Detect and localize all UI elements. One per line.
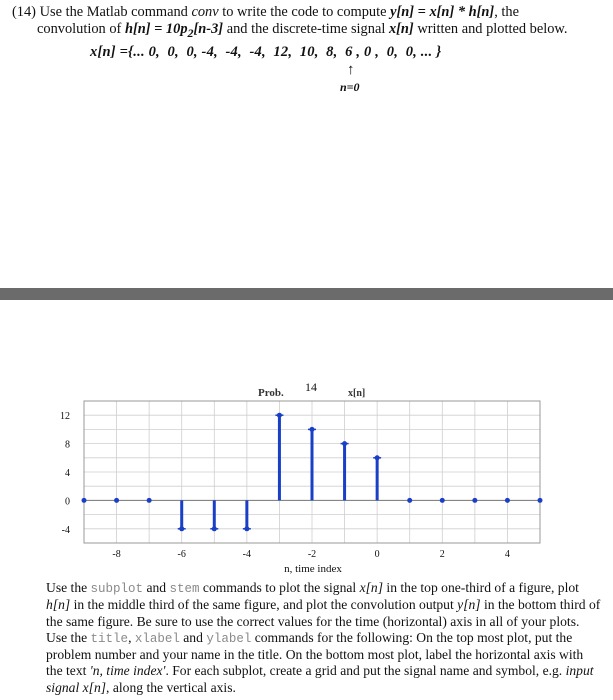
stem-point [114, 498, 119, 503]
title-suffix: x[n] [348, 388, 366, 399]
stem-point [244, 526, 249, 531]
y-tick-label: 12 [60, 411, 70, 423]
stem-mark [82, 498, 87, 503]
stem-point [440, 498, 445, 503]
stem-point [538, 498, 543, 503]
title-prefix: Prob. [258, 387, 284, 399]
signal-sequence: x[n] ={... 0, 0, 0, -4, -4, -4, 12, 10, 8, 6 , 0 , 0, 0, ... } [90, 44, 442, 60]
x-symbol: x[n] [388, 21, 414, 37]
stem-mark [341, 441, 349, 500]
title-command: title [90, 631, 129, 646]
origin-label: n=0 [340, 80, 360, 94]
stem-mark [373, 455, 381, 500]
stem-mark [210, 500, 218, 531]
stem-point [505, 498, 510, 503]
conv-command: conv [191, 4, 219, 20]
stem-mark [407, 498, 412, 503]
problem-line-2: convolution of $h[n] = 10p_2[n-3]$ and the discrete-time signal x[n] written and plotted below. [37, 21, 568, 40]
section-divider [0, 288, 613, 300]
stem-point [310, 427, 315, 432]
stem-point [212, 526, 217, 531]
stem-point [82, 498, 87, 503]
stem-mark [505, 498, 510, 503]
stem-mark [275, 413, 283, 501]
problem-line-1: (14) Use the Matlab command conv to write the code to compute y[n] = x[n] * h[n], the [12, 4, 519, 20]
stem-mark [538, 498, 543, 503]
x-tick-label: -2 [307, 549, 317, 560]
x-tick-label: -6 [177, 549, 186, 560]
stem-point [472, 498, 477, 503]
x-axis-label: n, time index [284, 563, 342, 575]
x-tick-label: -4 [242, 549, 252, 560]
stem-mark [472, 498, 477, 503]
impulse-response-equation: $h[n] = 10p_2[n-3]$ [124, 21, 224, 40]
stem-mark [243, 500, 251, 531]
stem-command: stem [169, 582, 200, 596]
y-tick-label: -4 [61, 524, 70, 536]
instructions-paragraph: Use the subplot and stem commands to plot the signal x[n] in the top one-third of a figure, plot h[n] in the middle third of the same figure, and plot the convolution output y[n] in the bottom third of the same figure. Be sure to use the correct values for the time (horizontal) axis in all of your plots. Use the title, xlabel and ylabel commands for the following: On the top most plot, put the problem number and your name in the title. On the bottom most plot, label the horizontal axis with the text 'n, time index'. For each subplot, create a grid and put the signal name and symbol, e.g. input signal x[n], along the vertical axis. [46, 580, 601, 695]
xlabel-command: xlabel [134, 631, 180, 646]
stem-point [277, 413, 282, 418]
stem-point [375, 455, 380, 460]
y-tick-label: 0 [65, 496, 70, 508]
y-tick-label: 8 [65, 439, 70, 451]
problem-number: (14) [12, 4, 36, 20]
y-tick-label: 4 [65, 468, 70, 479]
stem-plot [0, 375, 613, 585]
stem-mark [178, 500, 186, 531]
convolution-equation: y[n] = x[n] * h[n] [390, 4, 495, 20]
stem-point [147, 498, 152, 503]
stem-mark [440, 498, 445, 503]
x-tick-label: 4 [504, 549, 510, 560]
stem-mark [147, 498, 152, 503]
ylabel-command: ylabel [206, 631, 252, 646]
stem-point [179, 526, 184, 531]
x-tick-label: 2 [439, 549, 445, 560]
stem-point [407, 498, 412, 503]
stem-mark [308, 427, 316, 501]
x-tick-label: 0 [374, 549, 380, 560]
problem-statement [12, 4, 607, 42]
stem-point [342, 441, 347, 446]
x-tick-label: -8 [112, 549, 121, 560]
subplot-command: subplot [90, 582, 144, 596]
origin-arrow: ↑ [347, 62, 355, 78]
title-number: 14 [305, 380, 317, 394]
stem-mark [114, 498, 119, 503]
